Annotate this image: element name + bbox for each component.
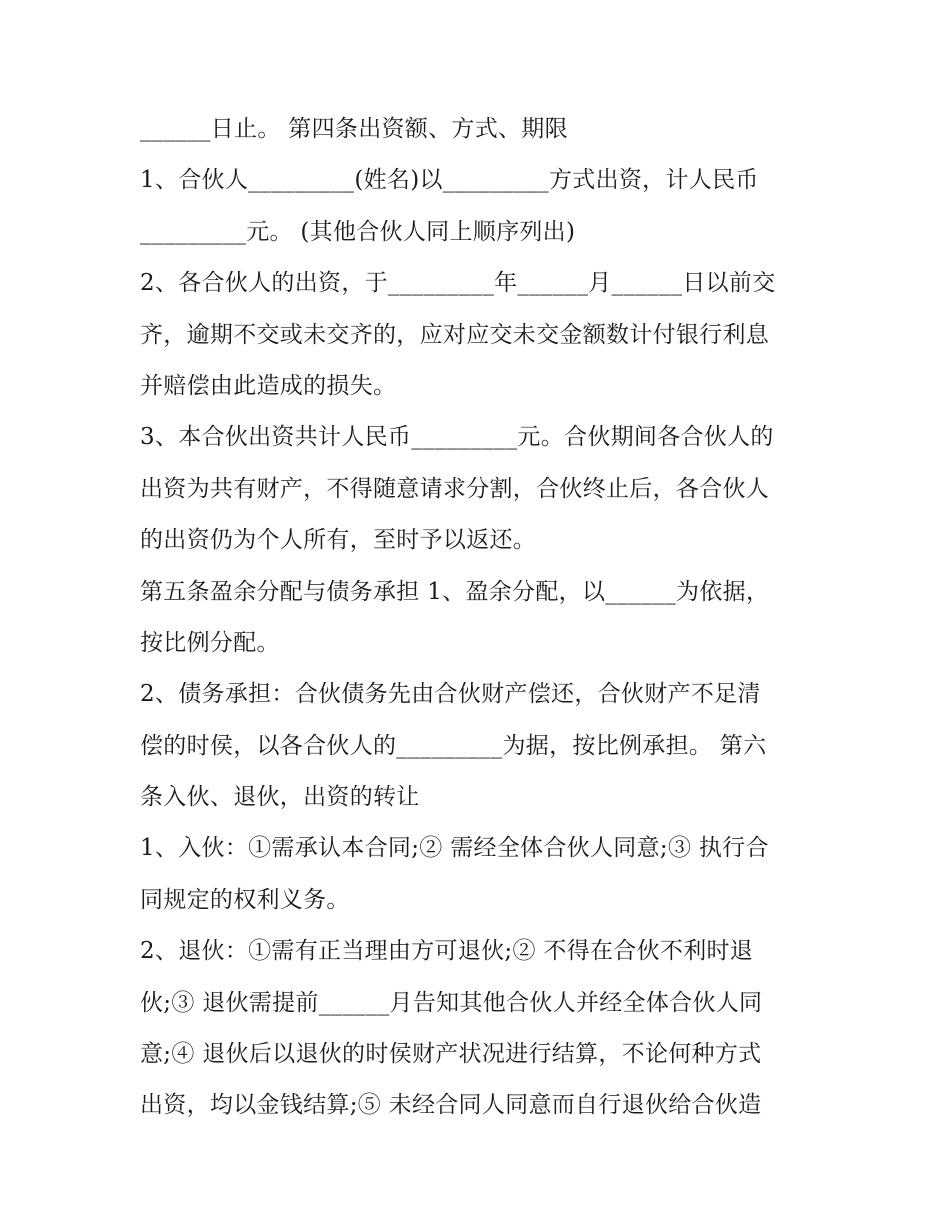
text-line: 第五条盈余分配与债务承担 1、盈余分配，以______为依据，	[140, 578, 770, 605]
text-line: 出资，均以金钱结算;⑤ 未经合同人同意而自行退伙给合伙造	[140, 1092, 762, 1119]
document-body	[140, 104, 820, 1132]
text-line: 2、各合伙人的出资，于_________年______月______日以前交	[140, 270, 776, 297]
text-line: _________元。 (其他合伙人同上顺序列出)	[140, 218, 576, 245]
text-line: 伙;③ 退伙需提前______月告知其他合伙人并经全体合伙人同	[140, 989, 763, 1016]
text-line: 出资为共有财产，不得随意请求分割，合伙终止后，各合伙人	[140, 475, 770, 502]
text-line: 同规定的权利义务。	[140, 886, 350, 913]
text-line: 偿的时侯，以各合伙人的_________为据，按比例承担。 第六	[140, 732, 767, 759]
text-line: 的出资仍为个人所有，至时予以返还。	[140, 527, 537, 554]
text-line: 意;④ 退伙后以退伙的时侯财产状况进行结算，不论何种方式	[140, 1041, 762, 1068]
text-line: 2、退伙：①需有正当理由方可退伙;② 不得在合伙不利时退	[140, 938, 754, 965]
text-line: 按比例分配。	[140, 629, 280, 656]
text-line: 齐，逾期不交或未交齐的，应对应交未交金额数计付银行利息	[140, 321, 770, 348]
text-line: 条入伙、退伙，出资的转让	[140, 784, 420, 811]
text-line: 并赔偿由此造成的损失。	[140, 372, 397, 399]
text-line: ______日止。 第四条出资额、方式、期限	[140, 116, 568, 142]
text-line: 1、入伙：①需承认本合同;② 需经全体合伙人同意;③ 执行合	[140, 835, 769, 862]
text-line: 1、合伙人_________(姓名)以_________方式出资，计人民币	[140, 167, 759, 194]
text-line: 2、债务承担：合伙债务先由合伙财产偿还，合伙财产不足清	[140, 681, 761, 708]
text-line: 3、本合伙出资共计人民币_________元。合伙期间各合伙人的	[140, 424, 774, 451]
